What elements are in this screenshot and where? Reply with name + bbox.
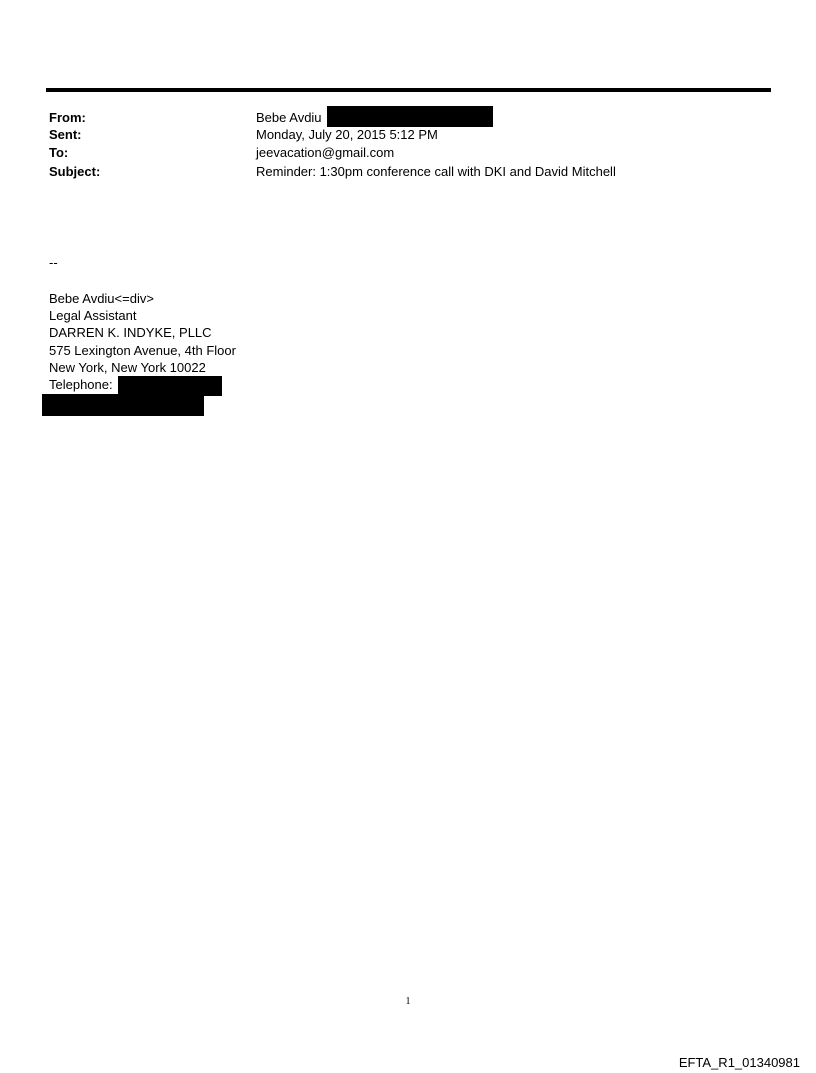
sent-value: Monday, July 20, 2015 5:12 PM: [256, 127, 438, 142]
from-label: From:: [49, 110, 86, 125]
from-email-redaction: [327, 106, 493, 127]
page-number: 1: [405, 996, 411, 1007]
to-label: To:: [49, 145, 69, 160]
subject-value: Reminder: 1:30pm conference call with DKI and David Mitchell: [256, 164, 616, 179]
signature-telephone-label: Telephone:: [49, 377, 113, 392]
signature-separator: --: [49, 255, 58, 270]
from-name: Bebe Avdiu: [256, 110, 322, 125]
header-to-row: [49, 143, 769, 162]
signature-firm: DARREN K. INDYKE, PLLC: [49, 325, 212, 340]
signature-address-street: 575 Lexington Avenue, 4th Floor: [49, 343, 236, 358]
bates-number: EFTA_R1_01340981: [678, 1055, 800, 1070]
to-value: jeevacation@gmail.com: [256, 145, 395, 160]
header-divider: [46, 88, 771, 92]
subject-label: Subject:: [49, 164, 101, 179]
header-subject-row: [49, 162, 769, 181]
telephone-redaction: [118, 376, 222, 396]
signature-name: Bebe Avdiu<=div>: [49, 291, 154, 306]
signature-address-city: New York, New York 10022: [49, 360, 206, 375]
signature-extra-redaction: [42, 394, 204, 416]
header-sent-row: [49, 125, 769, 144]
sent-label: Sent:: [49, 127, 82, 142]
signature-title: Legal Assistant: [49, 308, 137, 323]
